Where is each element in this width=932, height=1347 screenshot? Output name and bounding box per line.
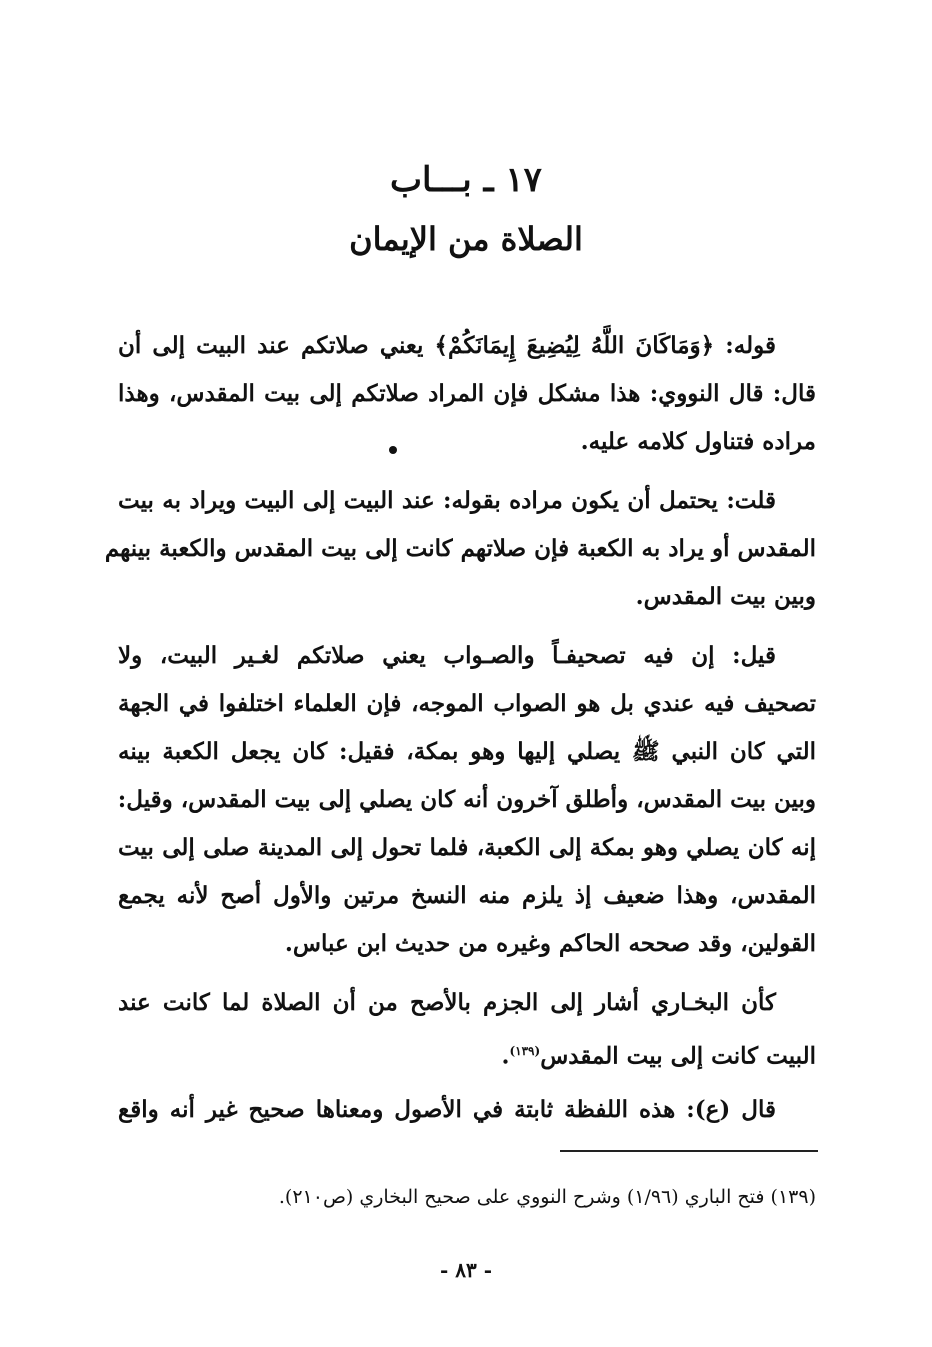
text-span: البيت كانت إلى بيت المقدس [540, 1042, 816, 1070]
text-line: تصحيف فيه عندي بل هو الصواب الموجه، فإن العلماء اختلفوا في الجهة [118, 690, 816, 717]
chapter-title: الصلاة من الإيمان [349, 220, 583, 258]
footnote-reference: (١٣٩) [509, 1044, 541, 1058]
chapter-number: ١٧ ـ بـــاب [390, 160, 542, 200]
text-line [118, 1027, 816, 1075]
paragraph [104, 477, 816, 621]
footnote-divider [560, 1150, 818, 1152]
text-line: مراده فتناول كلامه عليه. [580, 428, 816, 455]
paragraph [118, 979, 816, 1075]
page-number: - ٨٣ - [439, 1258, 492, 1282]
text-line: وبين بيت المقدس. [635, 583, 816, 610]
text-line: قلت: يحتمل أن يكون مراده بقوله: عند البيت إلى البيت ويراد به بيت [118, 487, 776, 514]
text-line: المقدس أو يراد به الكعبة فإن صلاتهم كانت إلى بيت المقدس والكعبة بينهم [104, 535, 816, 562]
text-line: إنه كان يصلي وهو بمكة إلى الكعبة، فلما تحول إلى المدينة صلى إلى بيت [118, 834, 816, 861]
text-line: قال: قال النووي: هذا مشكل فإن المراد صلاتكم إلى بيت المقدس، وهذا [118, 380, 816, 407]
footnote: (١٣٩) فتح الباري (١/٩٦) وشرح النووي على صحيح البخاري (ص٢١٠). [278, 1186, 816, 1208]
paragraph [118, 632, 816, 968]
body-text [104, 322, 816, 1145]
text-line: المقدس، وهذا ضعيف إذ يلزم منه النسخ مرتين والأول أصح لأنه يجمع [118, 882, 816, 909]
text-line: التي كان النبي ﷺ يصلي إليها وهو بمكة، فقيل: كان يجعل الكعبة بينه [118, 738, 816, 765]
text-line: القولين، وقد صححه الحاكم وغيره من حديث ابن عباس. [284, 930, 816, 957]
text-line: وبين بيت المقدس، وأطلق آخرون أنه كان يصلي إلى بيت المقدس، وقيل: [117, 786, 816, 813]
text-line: قيل: إن فيه تصحيفـاً والصـواب يعني صلاتكم لغـير البيت، ولا [118, 642, 776, 669]
text-line: كأن البخـاري أشار إلى الجزم بالأصح من أن الصلاة لما كانت عند [118, 989, 776, 1016]
text-line: قوله: ﴿وَمَاكَانَ اللَّهُ لِيُضِيعَ إِيمَانَكُمْ﴾ يعني صلاتكم عند البيت إلى أن [118, 332, 776, 359]
text-line: قال (ع): هذه اللفظة ثابتة في الأصول ومعناها صحيح غير أنه واقع [118, 1096, 776, 1123]
period: . [501, 1042, 510, 1070]
paragraph [118, 1086, 816, 1134]
paragraph [118, 322, 816, 466]
